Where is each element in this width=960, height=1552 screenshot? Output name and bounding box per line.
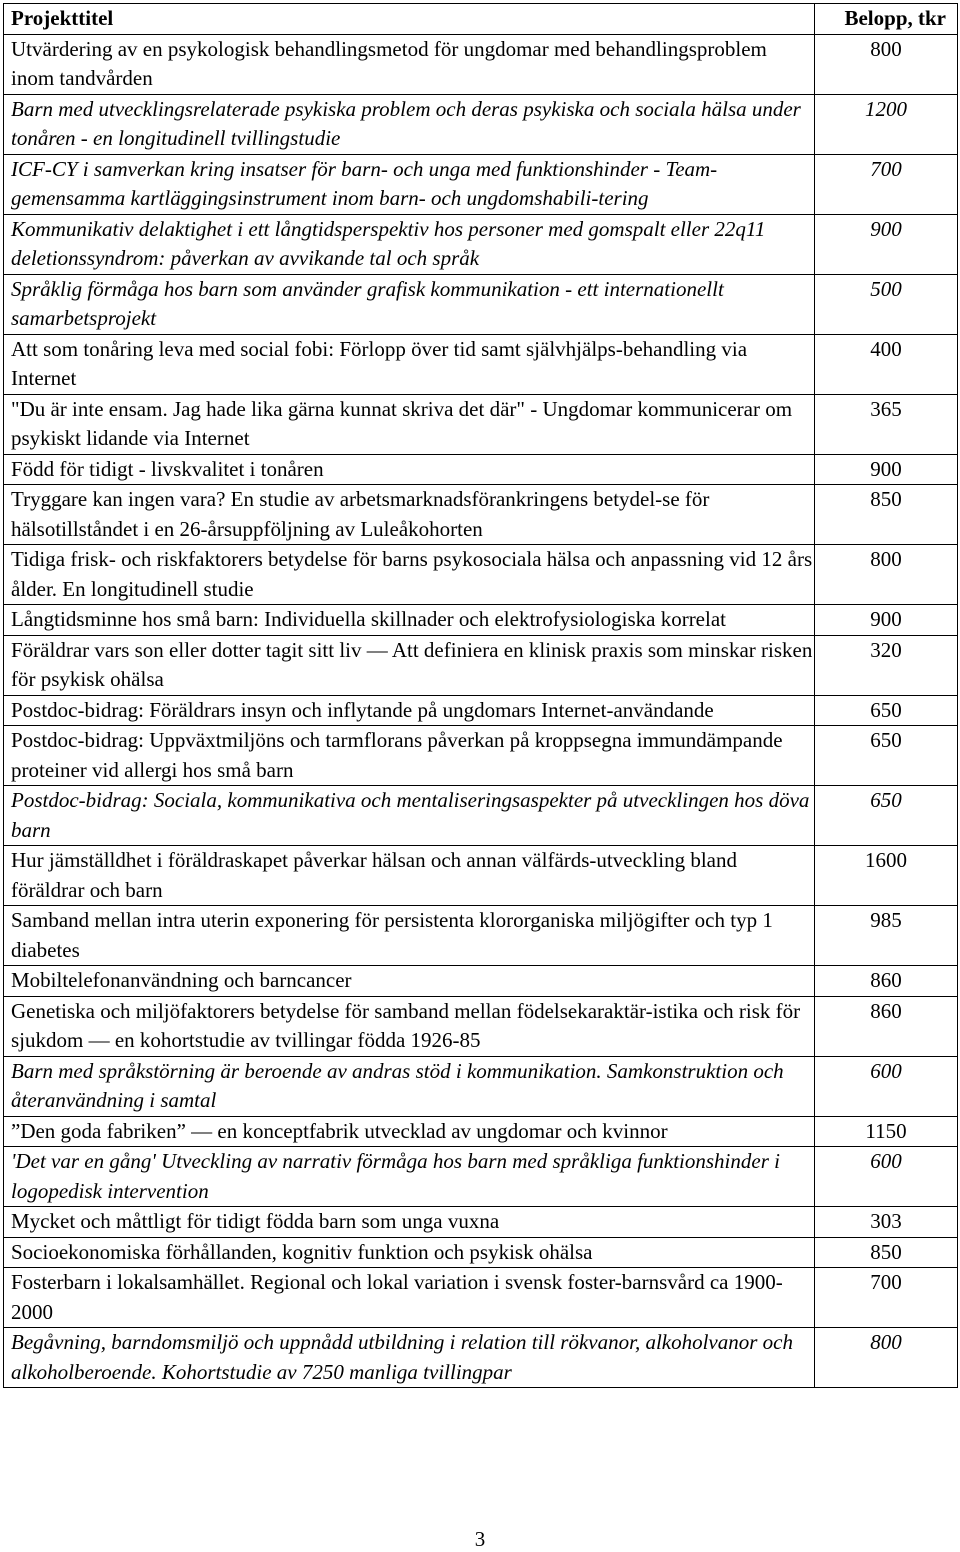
project-title-cell: Postdoc-bidrag: Sociala, kommunikativa och mentaliseringsaspekter på utvecklingen hos döva barn: [4, 786, 815, 846]
amount-cell: 303: [815, 1207, 958, 1238]
amount-cell: 600: [815, 1147, 958, 1207]
table-row: [4, 34, 958, 94]
amount-cell: 320: [815, 635, 958, 695]
grants-table: [3, 3, 958, 1388]
amount-cell: 1150: [815, 1116, 958, 1147]
amount-cell: 400: [815, 334, 958, 394]
amount-cell: 800: [815, 545, 958, 605]
column-header-amount: Belopp, tkr: [815, 4, 958, 35]
table-row: [4, 545, 958, 605]
amount-cell: 365: [815, 394, 958, 454]
table-row: [4, 274, 958, 334]
project-title-cell: Språklig förmåga hos barn som använder grafisk kommunikation - ett internationellt samarbetsprojekt: [4, 274, 815, 334]
project-title-cell: Mobiltelefonanvändning och barncancer: [4, 966, 815, 997]
amount-cell: 600: [815, 1056, 958, 1116]
table-row: [4, 1116, 958, 1147]
project-title-cell: ICF-CY i samverkan kring insatser för barn- och unga med funktionshinder - Team-gemensamma kartläggingsinstrument inom barn- och ungdomshabili-tering: [4, 154, 815, 214]
amount-cell: 650: [815, 726, 958, 786]
table-row: [4, 485, 958, 545]
table-row: [4, 94, 958, 154]
amount-cell: 800: [815, 1328, 958, 1388]
project-title-cell: Tryggare kan ingen vara? En studie av arbetsmarknadsförankringens betydel-se för hälsotillståndet i en 26-årsuppföljning av Luleåkohorten: [4, 485, 815, 545]
amount-cell: 700: [815, 1268, 958, 1328]
project-title-cell: Född för tidigt - livskvalitet i tonåren: [4, 454, 815, 485]
page-number: 3: [474, 1527, 486, 1551]
table-row: [4, 214, 958, 274]
project-title-cell: Postdoc-bidrag: Föräldrars insyn och inflytande på ungdomars Internet-användande: [4, 695, 815, 726]
table-row: [4, 1207, 958, 1238]
project-title-cell: Hur jämställdhet i föräldraskapet påverkar hälsan och annan välfärds-utveckling bland föräldrar och barn: [4, 846, 815, 906]
table-row: [4, 996, 958, 1056]
table-row: [4, 454, 958, 485]
amount-cell: 1200: [815, 94, 958, 154]
project-title-cell: Tidiga frisk- och riskfaktorers betydelse för barns psykosociala hälsa och anpassning vid 12 års ålder. En longitudinell studie: [4, 545, 815, 605]
amount-cell: 900: [815, 214, 958, 274]
project-title-cell: Postdoc-bidrag: Uppväxtmiljöns och tarmflorans påverkan på kroppsegna immundämpande proteiner vid allergi hos små barn: [4, 726, 815, 786]
amount-cell: 650: [815, 695, 958, 726]
amount-cell: 900: [815, 454, 958, 485]
amount-cell: 800: [815, 34, 958, 94]
amount-cell: 700: [815, 154, 958, 214]
project-title-cell: Föräldrar vars son eller dotter tagit sitt liv — Att definiera en klinisk praxis som minskar risken för psykisk ohälsa: [4, 635, 815, 695]
table-row: [4, 786, 958, 846]
project-title-cell: 'Det var en gång' Utveckling av narrativ förmåga hos barn med språkliga funktionshinder i logopedisk intervention: [4, 1147, 815, 1207]
amount-cell: 650: [815, 786, 958, 846]
table-row: [4, 726, 958, 786]
column-header-title: Projekttitel: [4, 4, 815, 35]
project-title-cell: Barn med utvecklingsrelaterade psykiska problem och deras psykiska och sociala hälsa under tonåren - en longitudinell tvillingstudie: [4, 94, 815, 154]
amount-cell: 850: [815, 485, 958, 545]
amount-cell: 900: [815, 605, 958, 636]
table-row: [4, 695, 958, 726]
table-row: [4, 154, 958, 214]
table-row: [4, 1056, 958, 1116]
project-title-cell: Genetiska och miljöfaktorers betydelse för samband mellan födelsekaraktär-istika och risk för sjukdom — en kohortstudie av tvillingar födda 1926-85: [4, 996, 815, 1056]
project-title-cell: Begåvning, barndomsmiljö och uppnådd utbildning i relation till rökvanor, alkoholvanor och alkoholberoende. Kohortstudie av 7250 manliga tvillingpar: [4, 1328, 815, 1388]
table-row: [4, 1147, 958, 1207]
table-row: [4, 605, 958, 636]
table-row: [4, 394, 958, 454]
table-row: [4, 906, 958, 966]
table-row: [4, 1268, 958, 1328]
table-header-row: [4, 4, 958, 35]
amount-cell: 1600: [815, 846, 958, 906]
amount-cell: 860: [815, 996, 958, 1056]
table-row: [4, 846, 958, 906]
amount-cell: 500: [815, 274, 958, 334]
project-title-cell: "Du är inte ensam. Jag hade lika gärna kunnat skriva det där" - Ungdomar kommunicerar om psykiskt lidande via Internet: [4, 394, 815, 454]
table-body: [4, 34, 958, 1388]
project-title-cell: Att som tonåring leva med social fobi: Förlopp över tid samt självhjälps-behandling via Internet: [4, 334, 815, 394]
table-row: [4, 1328, 958, 1388]
amount-cell: 850: [815, 1237, 958, 1268]
table-row: [4, 966, 958, 997]
project-title-cell: Kommunikativ delaktighet i ett långtidsperspektiv hos personer med gomspalt eller 22q11 deletionssyndrom: påverkan av avvikande tal och språk: [4, 214, 815, 274]
project-title-cell: Långtidsminne hos små barn: Individuella skillnader och elektrofysiologiska korrelat: [4, 605, 815, 636]
project-title-cell: Socioekonomiska förhållanden, kognitiv funktion och psykisk ohälsa: [4, 1237, 815, 1268]
project-title-cell: Samband mellan intra uterin exponering för persistenta klororganiska miljögifter och typ 1 diabetes: [4, 906, 815, 966]
table-row: [4, 635, 958, 695]
table-row: [4, 1237, 958, 1268]
project-title-cell: ”Den goda fabriken” — en konceptfabrik utvecklad av ungdomar och kvinnor: [4, 1116, 815, 1147]
project-title-cell: Fosterbarn i lokalsamhället. Regional och lokal variation i svensk foster-barnsvård ca 1900-2000: [4, 1268, 815, 1328]
amount-cell: 985: [815, 906, 958, 966]
amount-cell: 860: [815, 966, 958, 997]
project-title-cell: Barn med språkstörning är beroende av andras stöd i kommunikation. Samkonstruktion och återanvändning i samtal: [4, 1056, 815, 1116]
table-row: [4, 334, 958, 394]
project-title-cell: Utvärdering av en psykologisk behandlingsmetod för ungdomar med behandlingsproblem inom tandvården: [4, 34, 815, 94]
project-title-cell: Mycket och måttligt för tidigt födda barn som unga vuxna: [4, 1207, 815, 1238]
